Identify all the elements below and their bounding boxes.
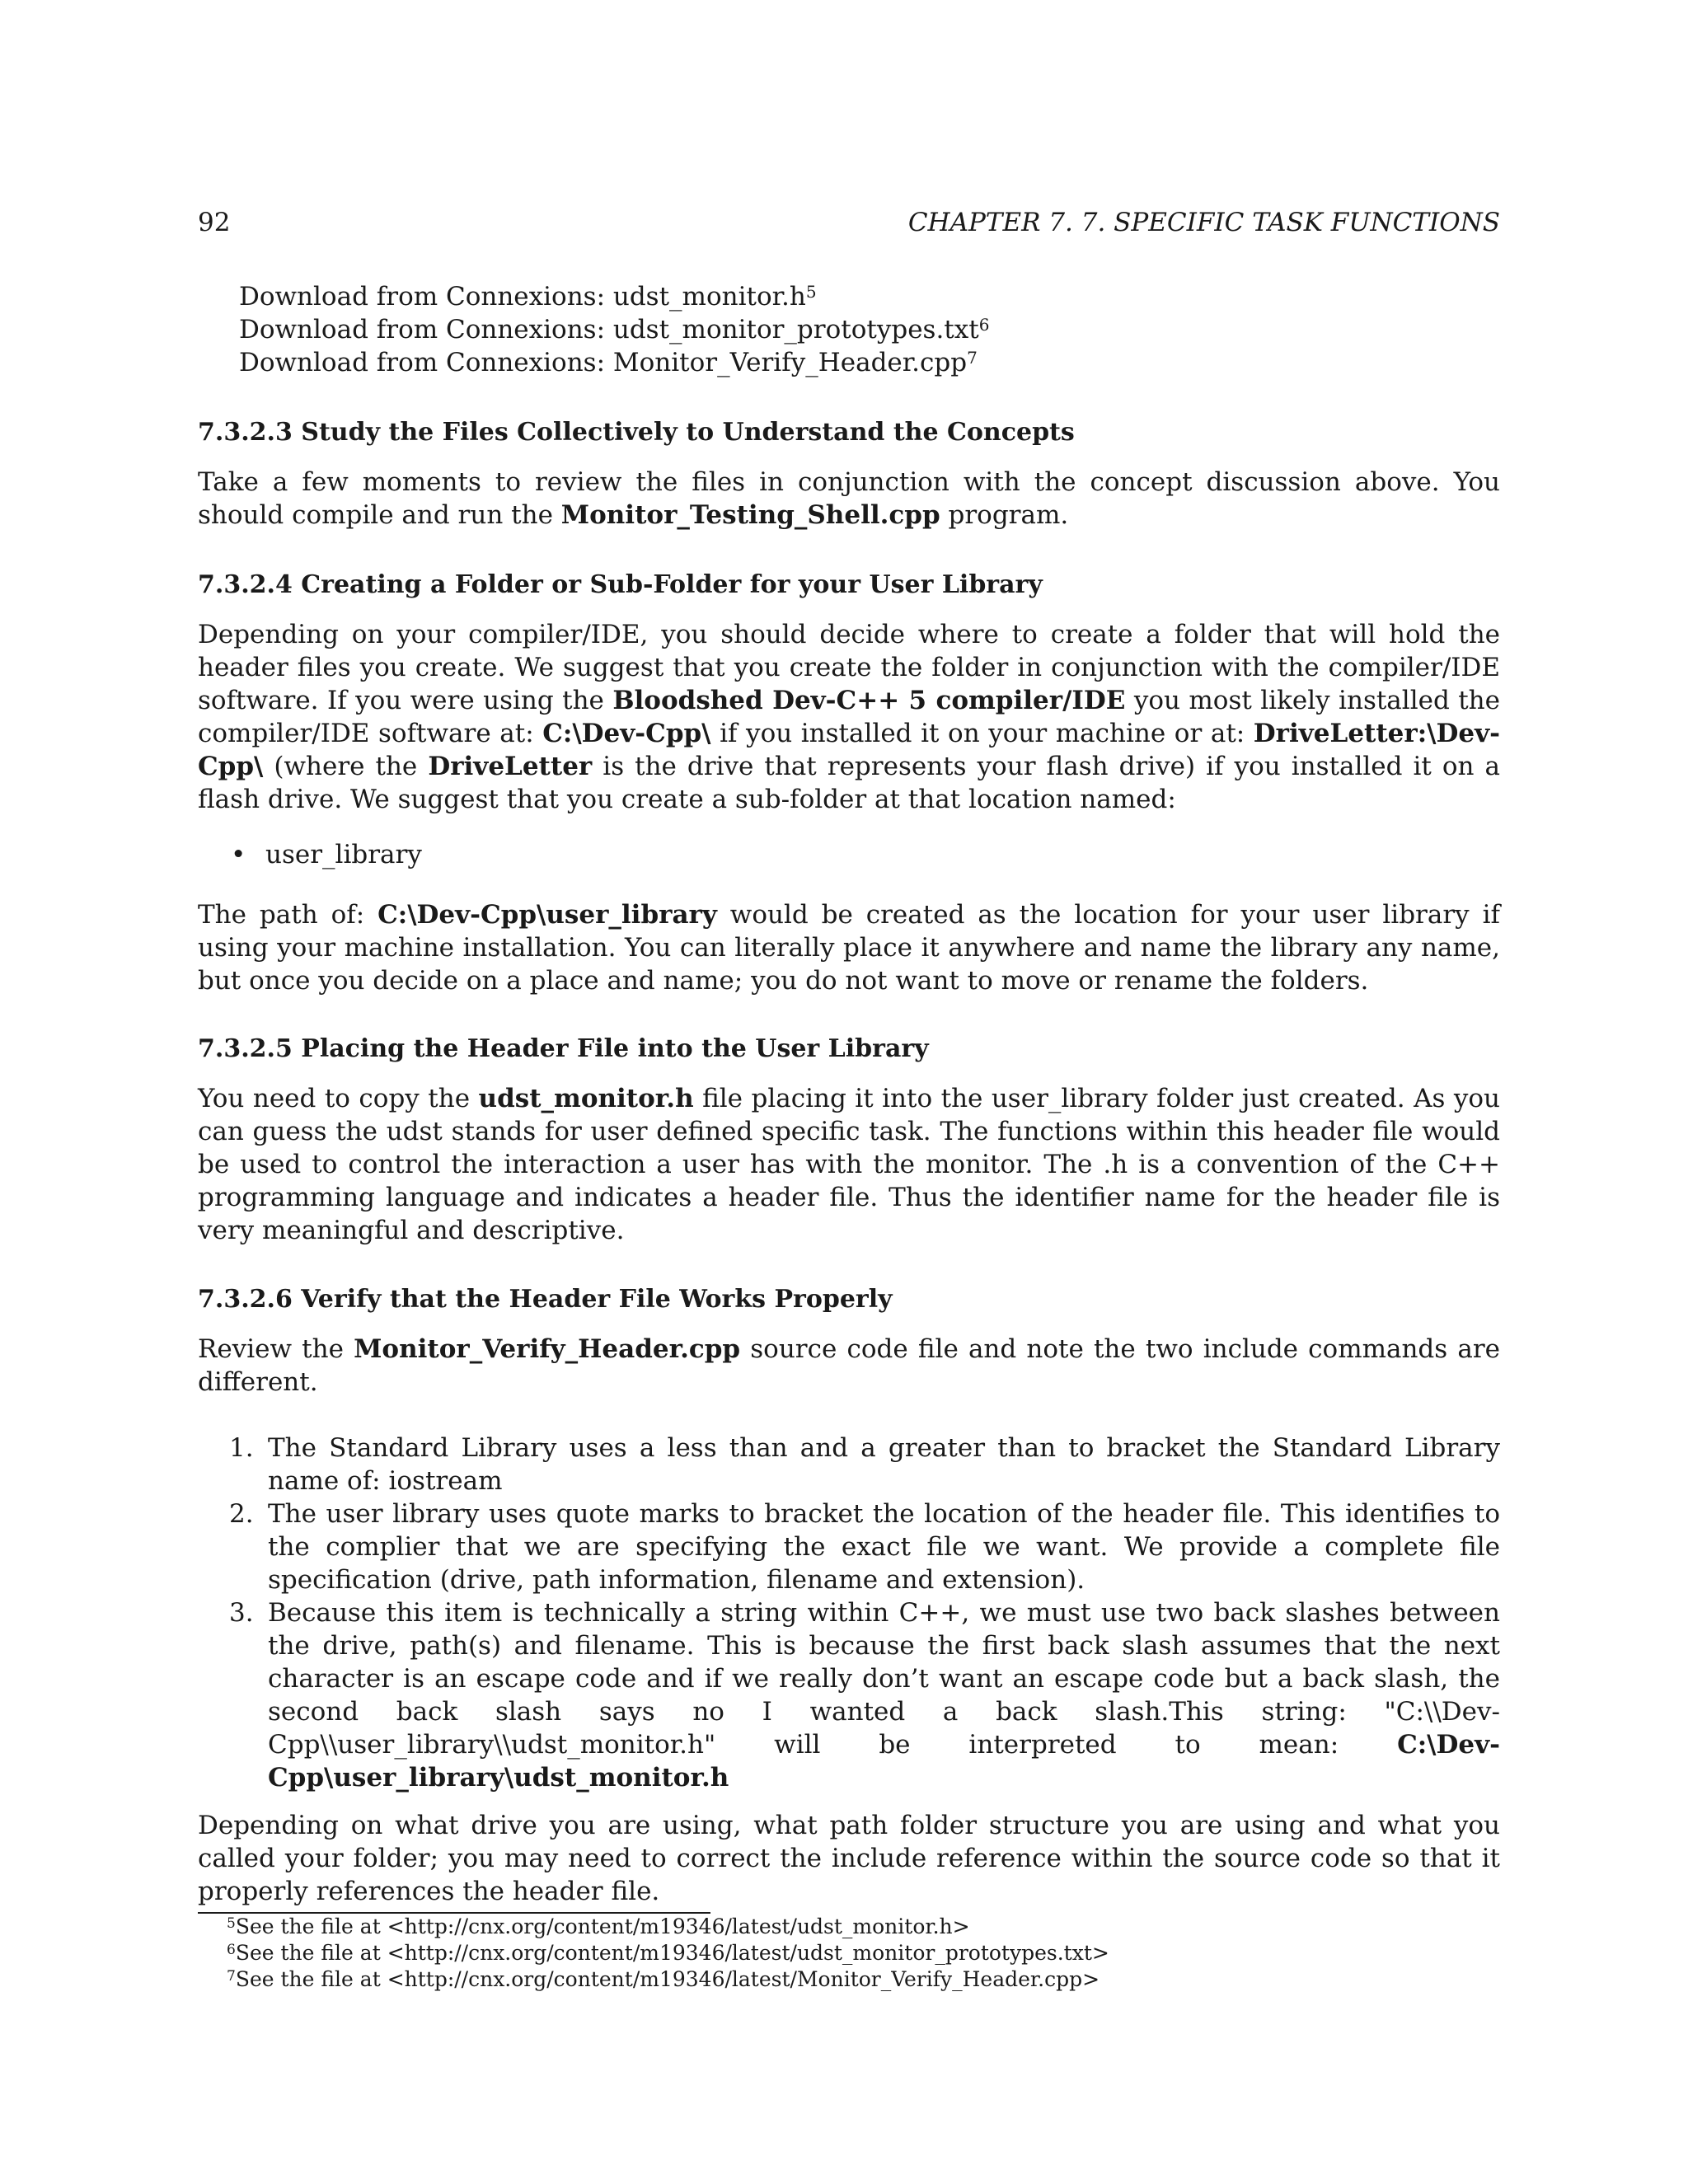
download-link[interactable]: udst_monitor_prototypes.txt (612, 315, 979, 344)
paragraph: Take a few moments to review the files in conjunction with the concept discussion above. You should compile and run the Monitor_Testing_Shell.cpp program. (198, 467, 1500, 530)
footnotes (227, 1914, 1109, 1993)
footnote-ref: 5 (805, 282, 817, 302)
section-heading: 7.3.2.6 Verify that the Header File Works Properly (198, 1285, 893, 1314)
download-line: Download from Connexions: $udst\_monitor.h^5$ (239, 282, 817, 312)
list-item: 3. Because this item is technically a string within C++, we must use two back slashes between the drive, path(s) and filename. This is because the first back slash assumes that the next character is an escape code and if we really don’t want an escape code but a back slash, the second back slash says no I wanted a back slash.This string: "C:\\Dev-Cpp\\user_library\\udst_monitor.h" will be interpreted to mean: C:\Dev-Cpp\user_library\udst_monitor.h (229, 1598, 1500, 1793)
bullet-icon: • (231, 840, 246, 869)
section-heading: 7.3.2.5 Placing the Header File into the User Library (198, 1034, 929, 1063)
list-item: 2. The user library uses quote marks to bracket the location of the header file. This identifies to the complier that we are specifying the exact file we want. We provide a complete file specification (drive, path information, filename and extension). (229, 1499, 1500, 1595)
chapter-title: CHAPTER 7. 7. SPECIFIC TASK FUNCTIONS (907, 208, 1500, 237)
footnote: $^7$See the file at <http://cnx.org/content/m19346/latest/Monitor_Verify_Header.cpp> (227, 1967, 1100, 1991)
section-heading: 7.3.2.4 Creating a Folder or Sub-Folder for your User Library (198, 570, 1043, 599)
section-heading: 7.3.2.3 Study the Files Collectively to Understand the Concepts (198, 418, 1075, 447)
page-number: 92 (198, 208, 231, 237)
download-link[interactable]: udst_monitor.h (612, 282, 806, 312)
paragraph: Depending on what drive you are using, what path folder structure you are using and what you called your folder; you may need to correct the include reference within the source code so that it properly references the header file. (198, 1811, 1500, 1906)
download-link[interactable]: Monitor_Verify_Header.cpp (612, 348, 968, 377)
paragraph: The path of: C:\Dev-Cpp\user_library would be created as the location for your user library if using your machine installation. You can literally place it anywhere and name the library any name, but once you decide on a place and name; you do not want to move or rename the folders. (198, 900, 1500, 996)
numbered-list (198, 1432, 1500, 1794)
footnote-ref: 6 (978, 315, 990, 335)
download-line: Download from Connexions: udst_monitor_prototypes.txt$^6$ (239, 315, 990, 344)
paragraph: Depending on your compiler/IDE, you should decide where to create a folder that will hold the header files you create. We suggest that you create the folder in conjunction with the compiler/IDE software. If you were using the Bloodshed Dev-C++ 5 compiler/IDE you most likely installed the compiler/IDE software at: C:\Dev-Cpp\ if you installed it on your machine or at: DriveLetter:\Dev-Cpp\ (where the DriveLetter is the drive that represents your flash drive) if you installed it on a flash drive. We suggest that you create a sub-folder at that location named: (198, 620, 1501, 814)
footnote-ref: 7 (967, 348, 978, 368)
paragraph: Review the Monitor_Verify_Header.cpp source code file and note the two include commands are different. (198, 1334, 1500, 1397)
footnote: $^5$See the file at <http://cnx.org/content/m19346/latest/udst_monitor.h> (227, 1915, 970, 1938)
list-item: 1. The Standard Library uses a less than and a greater than to bracket the Standard Library name of: iostream (229, 1433, 1500, 1496)
list-item: • user_library (231, 840, 422, 869)
footnote: $^6$See the file at <http://cnx.org/content/m19346/latest/udst_monitor_prototypes.txt> (227, 1941, 1109, 1965)
download-links (239, 280, 989, 379)
download-line: Download from Connexions: Monitor_Verify_Header.cpp$^7$ (239, 348, 978, 377)
paragraph: You need to copy the udst_monitor.h file placing it into the user_library folder just created. As you can guess the udst stands for user defined specific task. The functions within this header file would be used to control the interaction a user has with the monitor. The .h is a convention of the C++ programming language and indicates a header file. Thus the identifier name for the header file is very meaningful and descriptive. (198, 1084, 1500, 1245)
